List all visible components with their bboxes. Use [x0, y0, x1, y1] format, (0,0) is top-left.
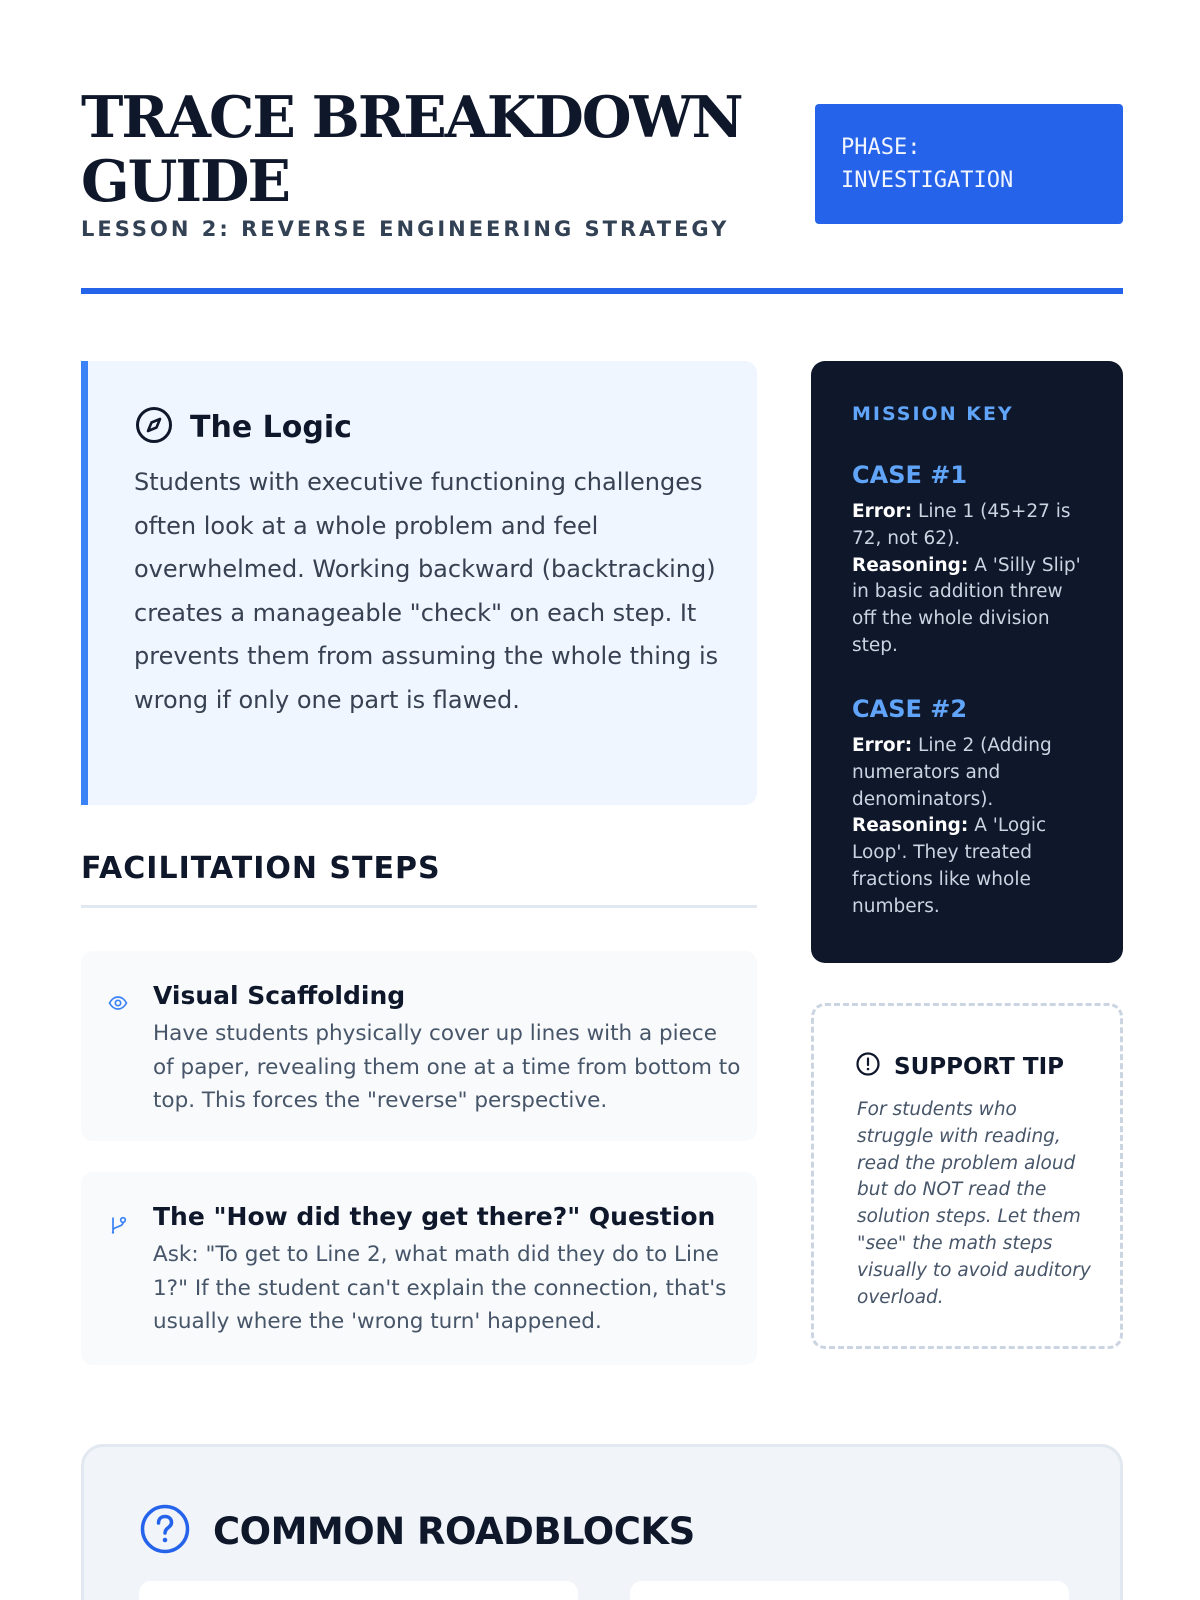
- header-divider: [81, 288, 1123, 294]
- reasoning-text: A 'Silly Slip' in basic addition threw off the whole division step.: [852, 554, 1081, 656]
- roadblock-card: [630, 1581, 1069, 1600]
- step-text: Ask: "To get to Line 2, what math did they do to Line 1?" If the student can't explain the connection, that's usually where the 'wrong turn' happened.: [153, 1242, 727, 1334]
- support-tip-title: SUPPORT TIP: [894, 1053, 1064, 1080]
- case-error: [852, 499, 1092, 553]
- page-header: [81, 86, 1123, 296]
- roadblocks-title: COMMON ROADBLOCKS: [213, 1510, 695, 1553]
- phase-label: PHASE:: [841, 135, 921, 160]
- case-reasoning: [852, 553, 1092, 660]
- case-entry: [852, 461, 1092, 660]
- logic-title: The Logic: [190, 410, 352, 445]
- error-text: Line 2 (Adding numerators and denominators).: [852, 735, 1052, 810]
- step-title: The "How did they get there?" Question: [153, 1202, 716, 1231]
- logic-text: Students with executive functioning challenges often look at a whole problem and feel overwhelmed. Working backward (backtracking) creates a manageable "check" on each step. It prevents them from assuming the whole thing is wrong if only one part is flawed.: [134, 468, 719, 714]
- reasoning-label: Reasoning:: [852, 815, 969, 837]
- git-branch-icon: [107, 1214, 129, 1236]
- case-error: [852, 733, 1092, 813]
- error-text: Line 1 (45+27 is 72, not 62).: [852, 501, 1071, 549]
- roadblocks-header: [139, 1503, 695, 1560]
- error-label: Error:: [852, 501, 913, 522]
- facilitation-divider: [81, 905, 757, 908]
- case-title: CASE #1: [852, 461, 968, 489]
- compass-icon: [134, 405, 174, 450]
- reasoning-label: Reasoning:: [852, 554, 969, 576]
- mission-key-panel: [811, 361, 1123, 963]
- case-entry: [852, 695, 1092, 921]
- error-label: Error:: [852, 735, 913, 756]
- reasoning-text: A 'Logic Loop'. They treated fractions like whole numbers.: [852, 815, 1047, 917]
- step-card-visual-scaffolding: [81, 951, 757, 1141]
- page-subtitle: LESSON 2: REVERSE ENGINEERING STRATEGY: [81, 217, 730, 241]
- page-title: TRACE BREAKDOWN GUIDE: [81, 84, 742, 215]
- alert-circle-icon: [855, 1051, 881, 1082]
- roadblocks-section: [81, 1444, 1123, 1600]
- phase-badge: [815, 104, 1123, 224]
- facilitation-heading: FACILITATION STEPS: [81, 851, 441, 886]
- step-text: Have students physically cover up lines with a piece of paper, revealing them one at a time from bottom to top. This forces the "reverse" perspective.: [153, 1021, 741, 1113]
- case-reasoning: [852, 813, 1092, 920]
- logic-header: [134, 405, 352, 450]
- phase-value: INVESTIGATION: [841, 168, 1014, 193]
- support-tip-box: [811, 1003, 1123, 1349]
- mission-key-label: MISSION KEY: [852, 403, 1014, 425]
- eye-icon: [107, 992, 129, 1014]
- support-tip-text: For students who struggle with reading, read the problem aloud but do NOT read the solution steps. Let them "see" the math steps visually to avoid auditory overload.: [857, 1099, 1091, 1308]
- step-card-question: [81, 1172, 757, 1365]
- support-tip-header: [855, 1051, 1064, 1082]
- logic-callout: [81, 361, 757, 805]
- step-title: Visual Scaffolding: [153, 981, 406, 1010]
- help-circle-icon: [139, 1503, 191, 1560]
- case-title: CASE #2: [852, 695, 968, 723]
- roadblock-card: [139, 1581, 578, 1600]
